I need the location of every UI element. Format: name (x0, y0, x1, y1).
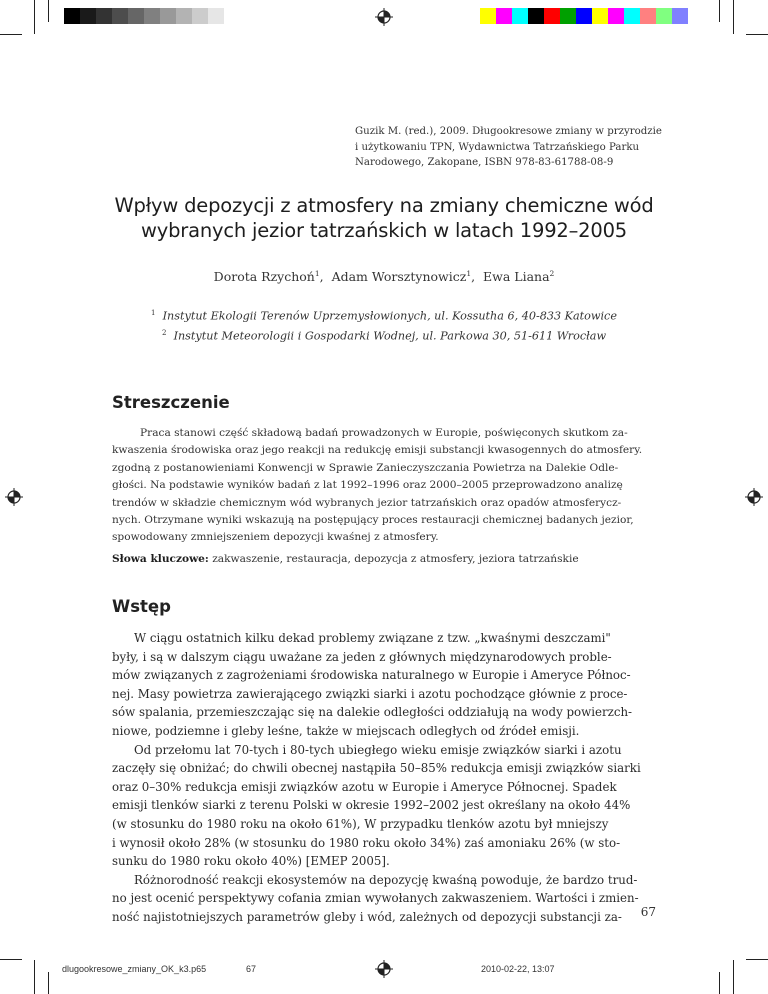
calibration-swatch (512, 8, 528, 24)
calibration-swatch (64, 8, 80, 24)
calibration-swatch (656, 8, 672, 24)
calibration-swatch (544, 8, 560, 24)
crop-mark (48, 0, 49, 22)
author-name: Ewa Liana (483, 269, 550, 285)
affiliation (80, 325, 688, 345)
gray-calibration-bar (64, 8, 240, 24)
calibration-swatch (144, 8, 160, 24)
body-line: zaczęły się obniżać; do chwili obecnej nastąpiła 50–85% redukcja emisji związków siarki (112, 761, 641, 776)
crop-mark (733, 0, 734, 34)
affiliation-list (80, 305, 688, 344)
calibration-swatch (480, 8, 496, 24)
crop-mark (719, 0, 720, 22)
footer-page: 67 (246, 964, 257, 974)
body-line: i wynosił około 28% (w stosunku do 1980 roku około 34%) zaś amoniaku 26% (w sto- (112, 835, 621, 850)
calibration-swatch (640, 8, 656, 24)
affiliation (80, 305, 688, 325)
citation-line: Guzik M. (red.), 2009. Długookresowe zmiany w przyrodzie (355, 126, 662, 137)
calibration-swatch (208, 8, 224, 24)
registration-mark-icon (375, 8, 393, 26)
page-number: 67 (640, 905, 656, 919)
title-line: Wpływ depozycji z atmosfery na zmiany chemiczne wód (114, 194, 654, 217)
calibration-swatch (576, 8, 592, 24)
author-list: Dorota Rzychoń$^1$, Adam Worsztynowicz$^1$, Ewa Liana$^2$ (213, 269, 555, 285)
color-calibration-bar (480, 8, 704, 24)
crop-mark (733, 960, 734, 994)
author-name: Dorota Rzychoń (213, 269, 315, 285)
title-line: wybranych jezior tatrzańskich w latach 1992–2005 (141, 219, 627, 242)
calibration-swatch (496, 8, 512, 24)
abstract-line: spowodowany zmniejszeniem depozycji kwaśnej z atmosfery. (112, 531, 439, 544)
intro-heading: Wstęp (112, 597, 171, 616)
body-line: Od przełomu lat 70-tych i 80-tych ubiegłego wieku emisje związków siarki i azotu (134, 742, 622, 757)
body-line: (w stosunku do 1980 roku na około 61%), W przypadku tlenków azotu był mniejszy (112, 816, 609, 831)
citation-line: Narodowego, Zakopane, ISBN 978-83-61788-08-9 (355, 157, 614, 168)
paper-title (80, 193, 688, 243)
body-line: ność najistotniejszych parametrów gleby i wód, zależnych od depozycji substancji za- (112, 909, 622, 924)
registration-mark-icon (375, 960, 393, 978)
calibration-swatch (96, 8, 112, 24)
crop-mark (746, 34, 768, 35)
footer-timestamp: 2010-02-22, 13:07 (481, 964, 555, 974)
calibration-swatch (592, 8, 608, 24)
footer-filename: dlugookresowe_zmiany_OK_k3.p65 (62, 964, 207, 974)
abstract-line: Praca stanowi część składową badań prowadzonych w Europie, poświęconych skutkom za- (140, 427, 628, 439)
calibration-swatch (688, 8, 704, 24)
calibration-swatch (224, 8, 240, 24)
body-line: no jest ocenić perspektywy cofania zmian wywołanych zakwaszeniem. Wartości i zmien- (112, 891, 639, 906)
calibration-swatch (128, 8, 144, 24)
body-line: niowe, podziemne i gleby leśne, także w miejscach odległych od źródeł emisji. (112, 723, 580, 738)
crop-mark (0, 959, 22, 960)
calibration-swatch (160, 8, 176, 24)
crop-mark (0, 34, 22, 35)
abstract-line: kwaszenia środowiska oraz jego reakcji na redukcję emisji substancji kwasogennych do atmosfery. (112, 444, 643, 457)
author-affiliation-ref: 2 (549, 269, 555, 278)
author-affiliation-ref: 1 (466, 269, 472, 278)
crop-mark (34, 0, 35, 34)
keywords-text: zakwaszenie, restauracja, depozycja z atmosfery, jeziora tatrzańskie (212, 553, 579, 565)
affiliation-number: 2 (161, 328, 167, 337)
keywords-label: Słowa kluczowe: (112, 553, 209, 565)
body-line: nej. Masy powietrza zawierającego związki siarki i azotu pochodzące głównie z proce- (112, 686, 628, 701)
crop-mark (34, 960, 35, 994)
body-line: sów spalania, przemieszczając się na dalekie odległości oddziałują na wody powierzch- (112, 705, 633, 720)
calibration-swatch (624, 8, 640, 24)
crop-mark (48, 972, 49, 994)
calibration-swatch (560, 8, 576, 24)
keywords (112, 553, 579, 565)
calibration-swatch (80, 8, 96, 24)
calibration-swatch (672, 8, 688, 24)
registration-mark-icon (745, 488, 763, 506)
calibration-swatch (112, 8, 128, 24)
calibration-swatch (176, 8, 192, 24)
affiliation-text: Instytut Meteorologii i Gospodarki Wodnej, ul. Parkowa 30, 51-611 Wrocław (173, 329, 607, 343)
abstract-body (112, 425, 652, 547)
registration-mark-icon (5, 488, 23, 506)
abstract-heading: Streszczenie (112, 393, 230, 412)
body-line: W ciągu ostatnich kilku dekad problemy związane z tzw. „kwaśnymi deszczami" (134, 631, 611, 645)
author-name: Adam Worsztynowicz (331, 269, 467, 285)
intro-body (112, 629, 652, 927)
calibration-swatch (608, 8, 624, 24)
crop-mark (746, 959, 768, 960)
abstract-line: nych. Otrzymane wyniki wskazują na postępujący proces restauracji chemicznej badanych jezior, (112, 514, 634, 527)
affiliation-number: 1 (151, 309, 156, 317)
citation-block (355, 124, 695, 171)
calibration-swatch (528, 8, 544, 24)
body-line: Różnorodność reakcji ekosystemów na depozycję kwaśną powoduje, że bardzo trud- (134, 872, 638, 887)
body-line: oraz 0–30% redukcja emisji związków azotu w Europie i Ameryce Północnej. Spadek (112, 779, 617, 794)
abstract-line: trendów w składzie chemicznym wód wybranych jezior tatrzańskich oraz opadów atmosferycz- (112, 496, 622, 509)
crop-mark (719, 972, 720, 994)
body-line: sunku do 1980 roku około 40%) [EMEP 2005]. (112, 854, 390, 869)
body-line: były, i są w dalszym ciągu uważane za jeden z głównych międzynarodowych proble- (112, 649, 612, 664)
body-line: emisji tlenków siarki z terenu Polski w okresie 1992–2002 jest określany na około 44% (112, 798, 631, 813)
abstract-line: głości. Na podstawie wyników badań z lat 1992–1996 oraz 2000–2005 przeprowadzono analizę (112, 479, 623, 492)
abstract-line: zgodną z postanowieniami Konwencji w Sprawie Zanieczyszczania Powietrza na Dalekie Odle- (112, 461, 619, 474)
author-affiliation-ref: 1 (314, 269, 320, 278)
citation-line: i użytkowaniu TPN, Wydawnictwa Tatrzańskiego Parku (355, 141, 640, 153)
body-line: mów związanych z zagrożeniami środowiska naturalnego w Europie i Ameryce Północ- (112, 668, 631, 683)
affiliation-text: Instytut Ekologii Terenów Uprzemysłowionych, ul. Kossutha 6, 40-833 Katowice (162, 309, 617, 323)
calibration-swatch (192, 8, 208, 24)
